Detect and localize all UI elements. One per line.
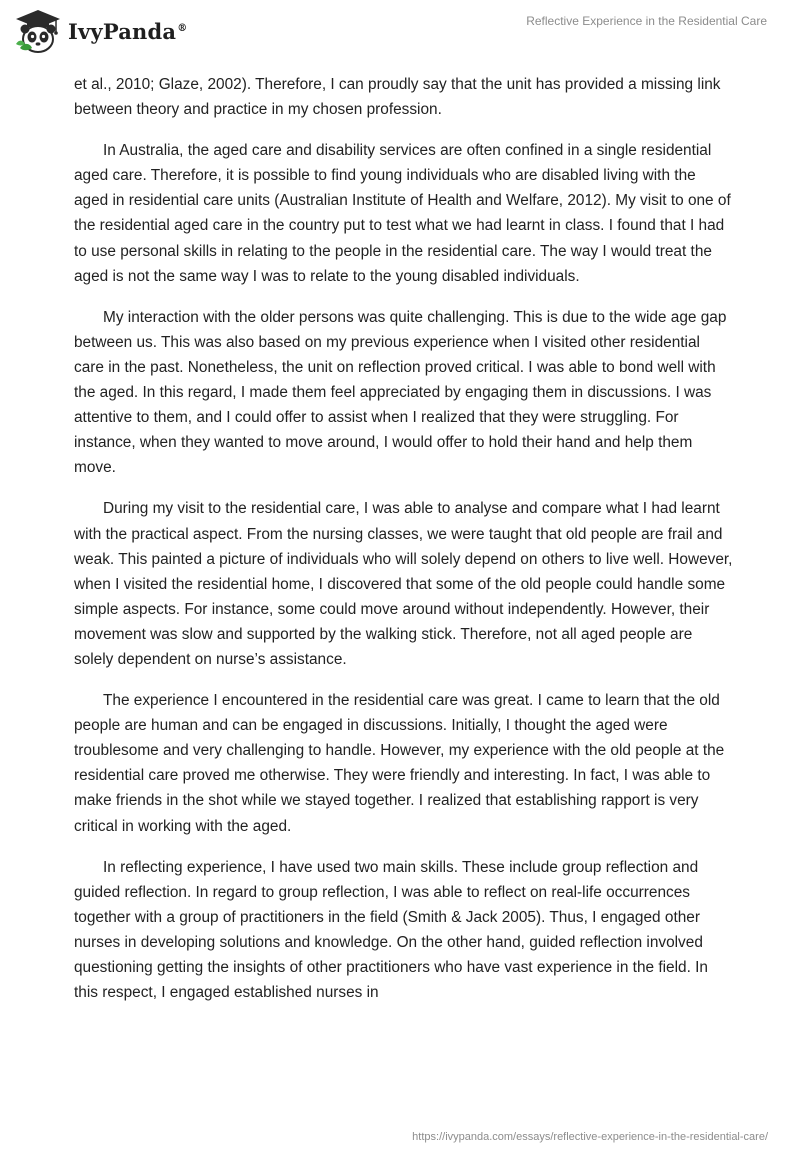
paragraph: My interaction with the older persons was quite challenging. This is due to the wide age gap between us. This was also based on my previous experience when I visited other residential care in the past. Nonetheless, the unit on reflection proved critical. I was able to bond well with the aged. In this regard, I made them feel appreciated by engaging them in discussions. I was attentive to them, and I could offer to assist when I realized that they were struggling. For instance, when they wanted to move around, I would offer to hold their hand and help them move. (74, 308, 727, 477)
paragraph: During my visit to the residential care, I was able to analyse and compare what I had learnt with the practical aspect. From the nursing classes, we were taught that old people are frail and weak. This painted a picture of individuals who will solely depend on others to live well. However, when I visited the residential home, I discovered that some of the old people could handle some simple aspects. For instance, some could move around without independently. However, their movement was slow and supported by the walking stick. Therefore, not all aged people are solely dependent on nurse’s assistance. (74, 500, 733, 668)
brand-name: IvyPanda® (68, 18, 188, 44)
paragraph: et al., 2010; Glaze, 2002). Therefore, I can proudly say that the unit has provided a missing link between theory and practice in my chosen profession. (74, 76, 721, 119)
paragraph: In Australia, the aged care and disability services are often confined in a single residential aged care. Therefore, it is possible to find young individuals who are disabled living with the aged in residential care units (Australian Institute of Health and Welfare, 2012). My visit to one of the residential aged care in the country put to test what we had learnt in class. I found that I had to use personal skills in relating to the people in the residential care. The way I would treat the aged is not the same way I was to relate to the young disabled individuals. (74, 142, 731, 285)
source-url[interactable]: https://ivypanda.com/essays/reflective-experience-in-the-residential-care/ (412, 1131, 768, 1143)
page-header (0, 0, 800, 64)
document-title: Reflective Experience in the Residential Care (526, 14, 767, 28)
essay-body (74, 72, 734, 1021)
paragraph: The experience I encountered in the residential care was great. I came to learn that the old people are human and can be engaged in discussions. Initially, I thought the aged were troublesome and very challenging to handle. However, my experience with the old people at the residential care proved me otherwise. They were friendly and interesting. In fact, I was able to make friends in the shot while we stayed together. I realized that establishing rapport is very critical in working with the aged. (74, 692, 725, 835)
paragraph: In reflecting experience, I have used two main skills. These include group reflection and guided reflection. In regard to group reflection, I was able to reflect on real-life occurrences together with a group of practitioners in the field (Smith & Jack 2005). Thus, I engaged other nurses in developing solutions and knowledge. On the other hand, guided reflection involved questioning getting the insights of other practitioners who have vast experience in the field. In this respect, I engaged established nurses in (74, 858, 708, 1002)
brand-logo[interactable] (14, 8, 187, 54)
panda-graduation-cap-icon (14, 8, 62, 54)
